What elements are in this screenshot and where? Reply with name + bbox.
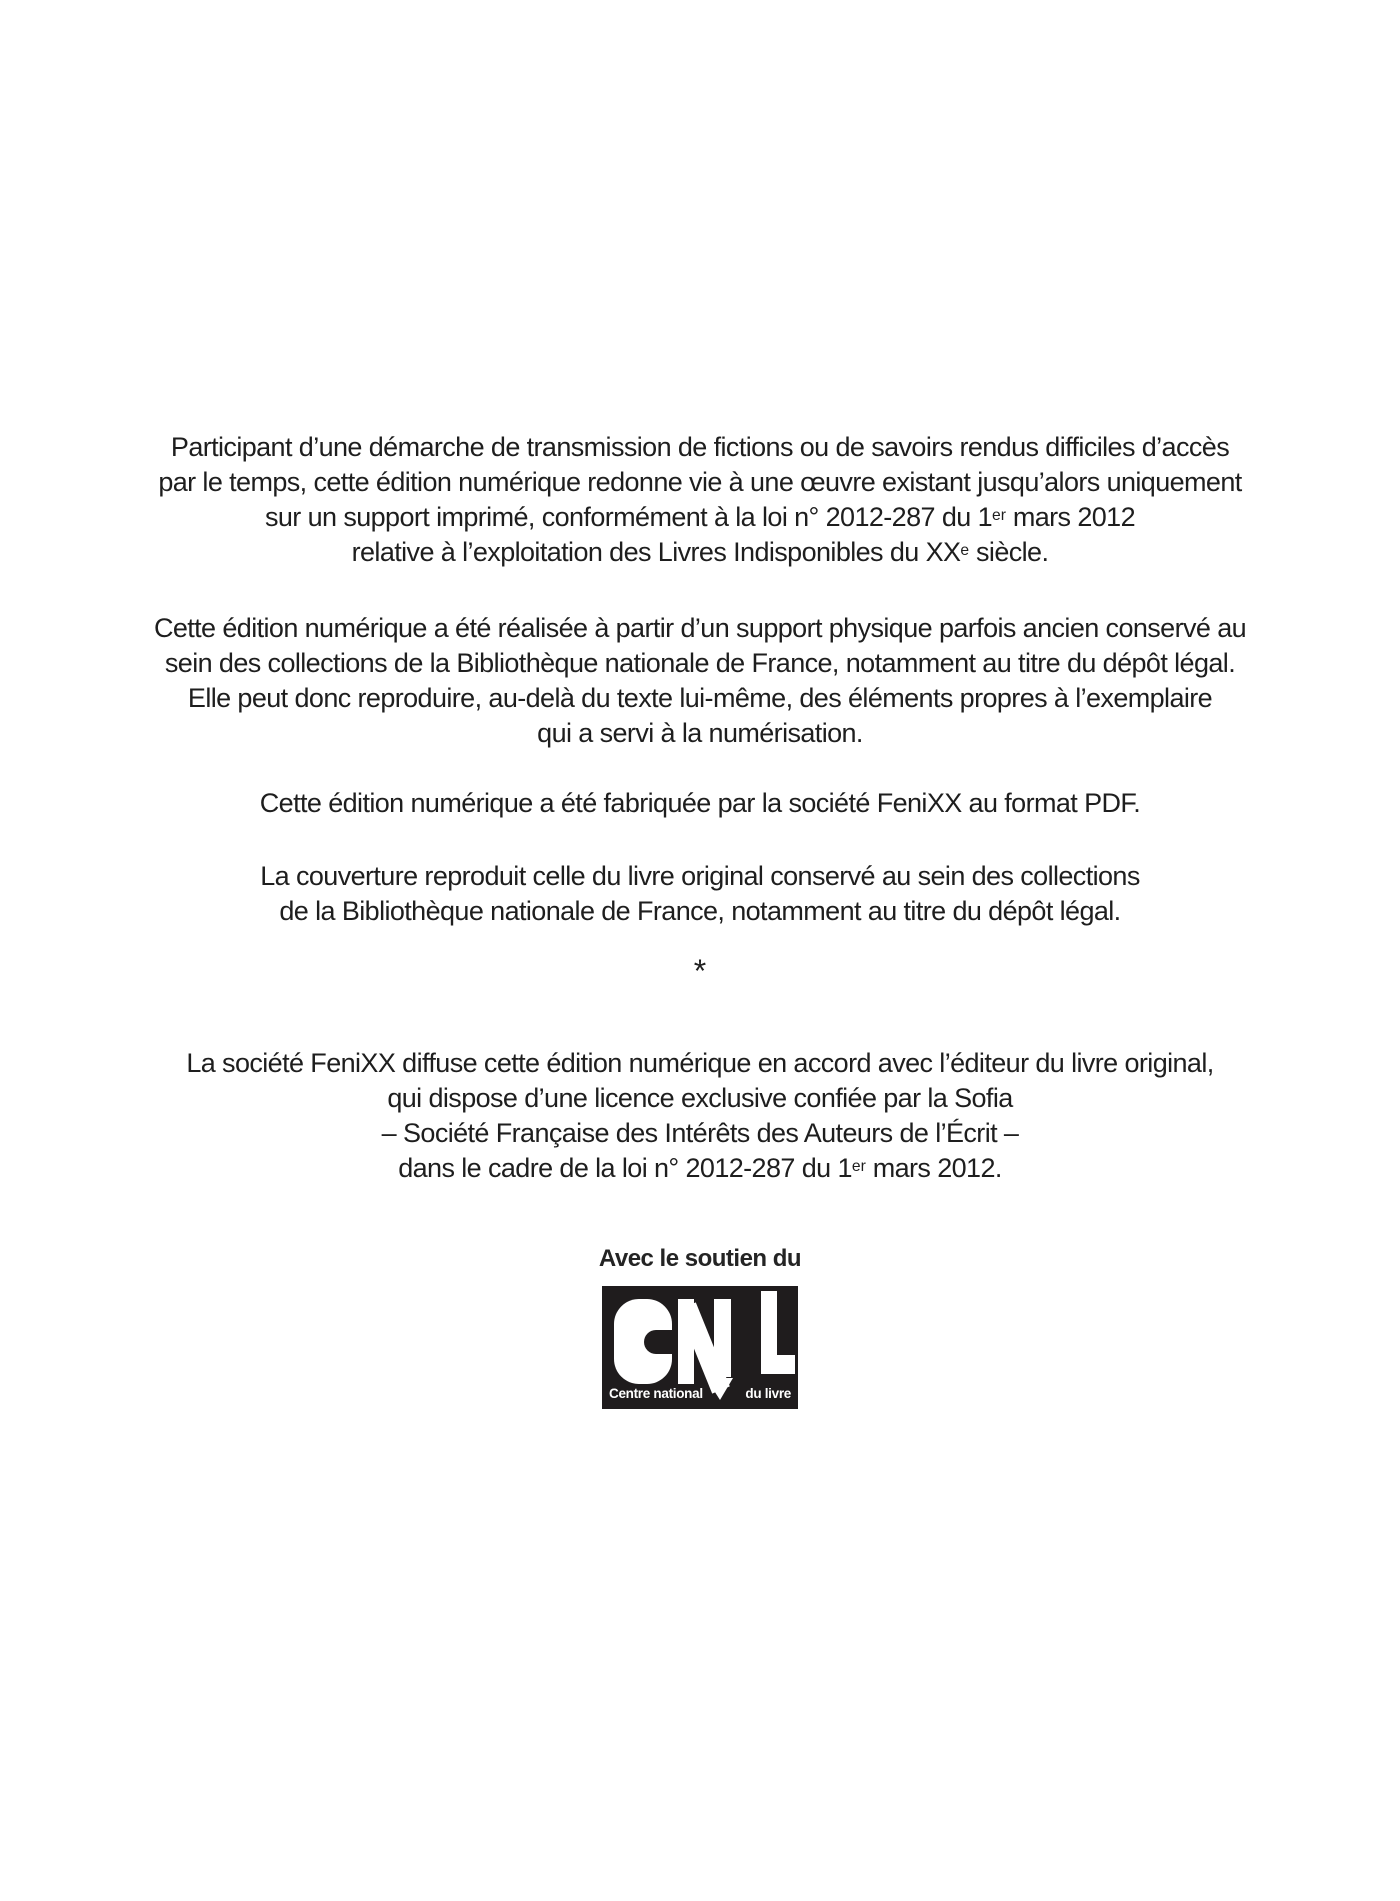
text-line (0, 500, 1400, 535)
text-line (0, 1116, 1400, 1151)
superscript: er (851, 1158, 866, 1176)
text-line (0, 611, 1400, 646)
paragraph-legal-intro (0, 430, 1400, 570)
text-segment: mars 2012. (865, 1153, 1002, 1183)
text-line (0, 1081, 1400, 1116)
paragraph-source-bnf (0, 611, 1400, 751)
text-line (0, 1046, 1400, 1081)
cnl-logo-graphic (602, 1286, 798, 1409)
text-segment: – Société Française des Intérêts des Auteurs de l’Écrit – (381, 1118, 1019, 1148)
logo-caption-right: du livre (745, 1386, 791, 1401)
support-label: Avec le soutien du (598, 1245, 802, 1272)
text-line (0, 430, 1400, 465)
text-segment: qui a servi à la numérisation. (537, 718, 863, 748)
superscript: er (992, 507, 1006, 525)
text-segment: Cette édition numérique a été fabriquée par la société FeniXX au format PDF. (259, 788, 1141, 818)
text-line (0, 535, 1400, 570)
text-segment: siècle. (969, 537, 1049, 567)
text-line (0, 681, 1400, 716)
cnl-logo (602, 1286, 798, 1409)
text-segment: Participant d’une démarche de transmission de fictions ou de savoirs rendus difficiles d’accès (170, 432, 1230, 462)
text-segment: Cette édition numérique a été réalisée à partir d’un support physique parfois ancien conservé au (153, 613, 1247, 643)
text-segment: La société FeniXX diffuse cette édition numérique en accord avec l’éditeur du livre original, (186, 1048, 1214, 1078)
text-line (0, 465, 1400, 500)
text-line (0, 1151, 1400, 1186)
paragraph-fenixx-pdf (0, 786, 1400, 821)
logo-caption-left: Centre national (609, 1386, 703, 1401)
text-line (0, 646, 1400, 681)
text-segment: sein des collections de la Bibliothèque nationale de France, notamment au titre du dépôt légal. (164, 648, 1236, 678)
text-line (0, 786, 1400, 821)
text-segment: La couverture reproduit celle du livre original conservé au sein des collections (260, 861, 1140, 891)
text-line (0, 859, 1400, 894)
text-segment: mars 2012 (1005, 502, 1135, 532)
text-segment: qui dispose d’une licence exclusive confiée par la Sofia (387, 1083, 1013, 1113)
text-segment: sur un support imprimé, conformément à la loi n° 2012-287 du 1 (264, 502, 992, 532)
text-segment: dans le cadre de la loi n° 2012-287 du 1 (398, 1153, 852, 1183)
paragraph-diffusion-sofia (0, 1046, 1400, 1186)
text-line (0, 716, 1400, 751)
text-line (0, 894, 1400, 929)
letter-c-mouth (644, 1330, 672, 1354)
superscript: e (960, 542, 970, 560)
text-segment: de la Bibliothèque nationale de France, notamment au titre du dépôt légal. (279, 896, 1121, 926)
text-segment: relative à l’exploitation des Livres Indisponibles du XX (351, 537, 961, 567)
paragraph-cover (0, 859, 1400, 929)
text-segment: Elle peut donc reproduire, au-delà du texte lui-même, des éléments propres à l’exemplaire (187, 683, 1213, 713)
separator-asterisk: * (693, 953, 707, 989)
text-segment: par le temps, cette édition numérique redonne vie à une œuvre existant jusqu’alors uniquement (158, 467, 1242, 497)
